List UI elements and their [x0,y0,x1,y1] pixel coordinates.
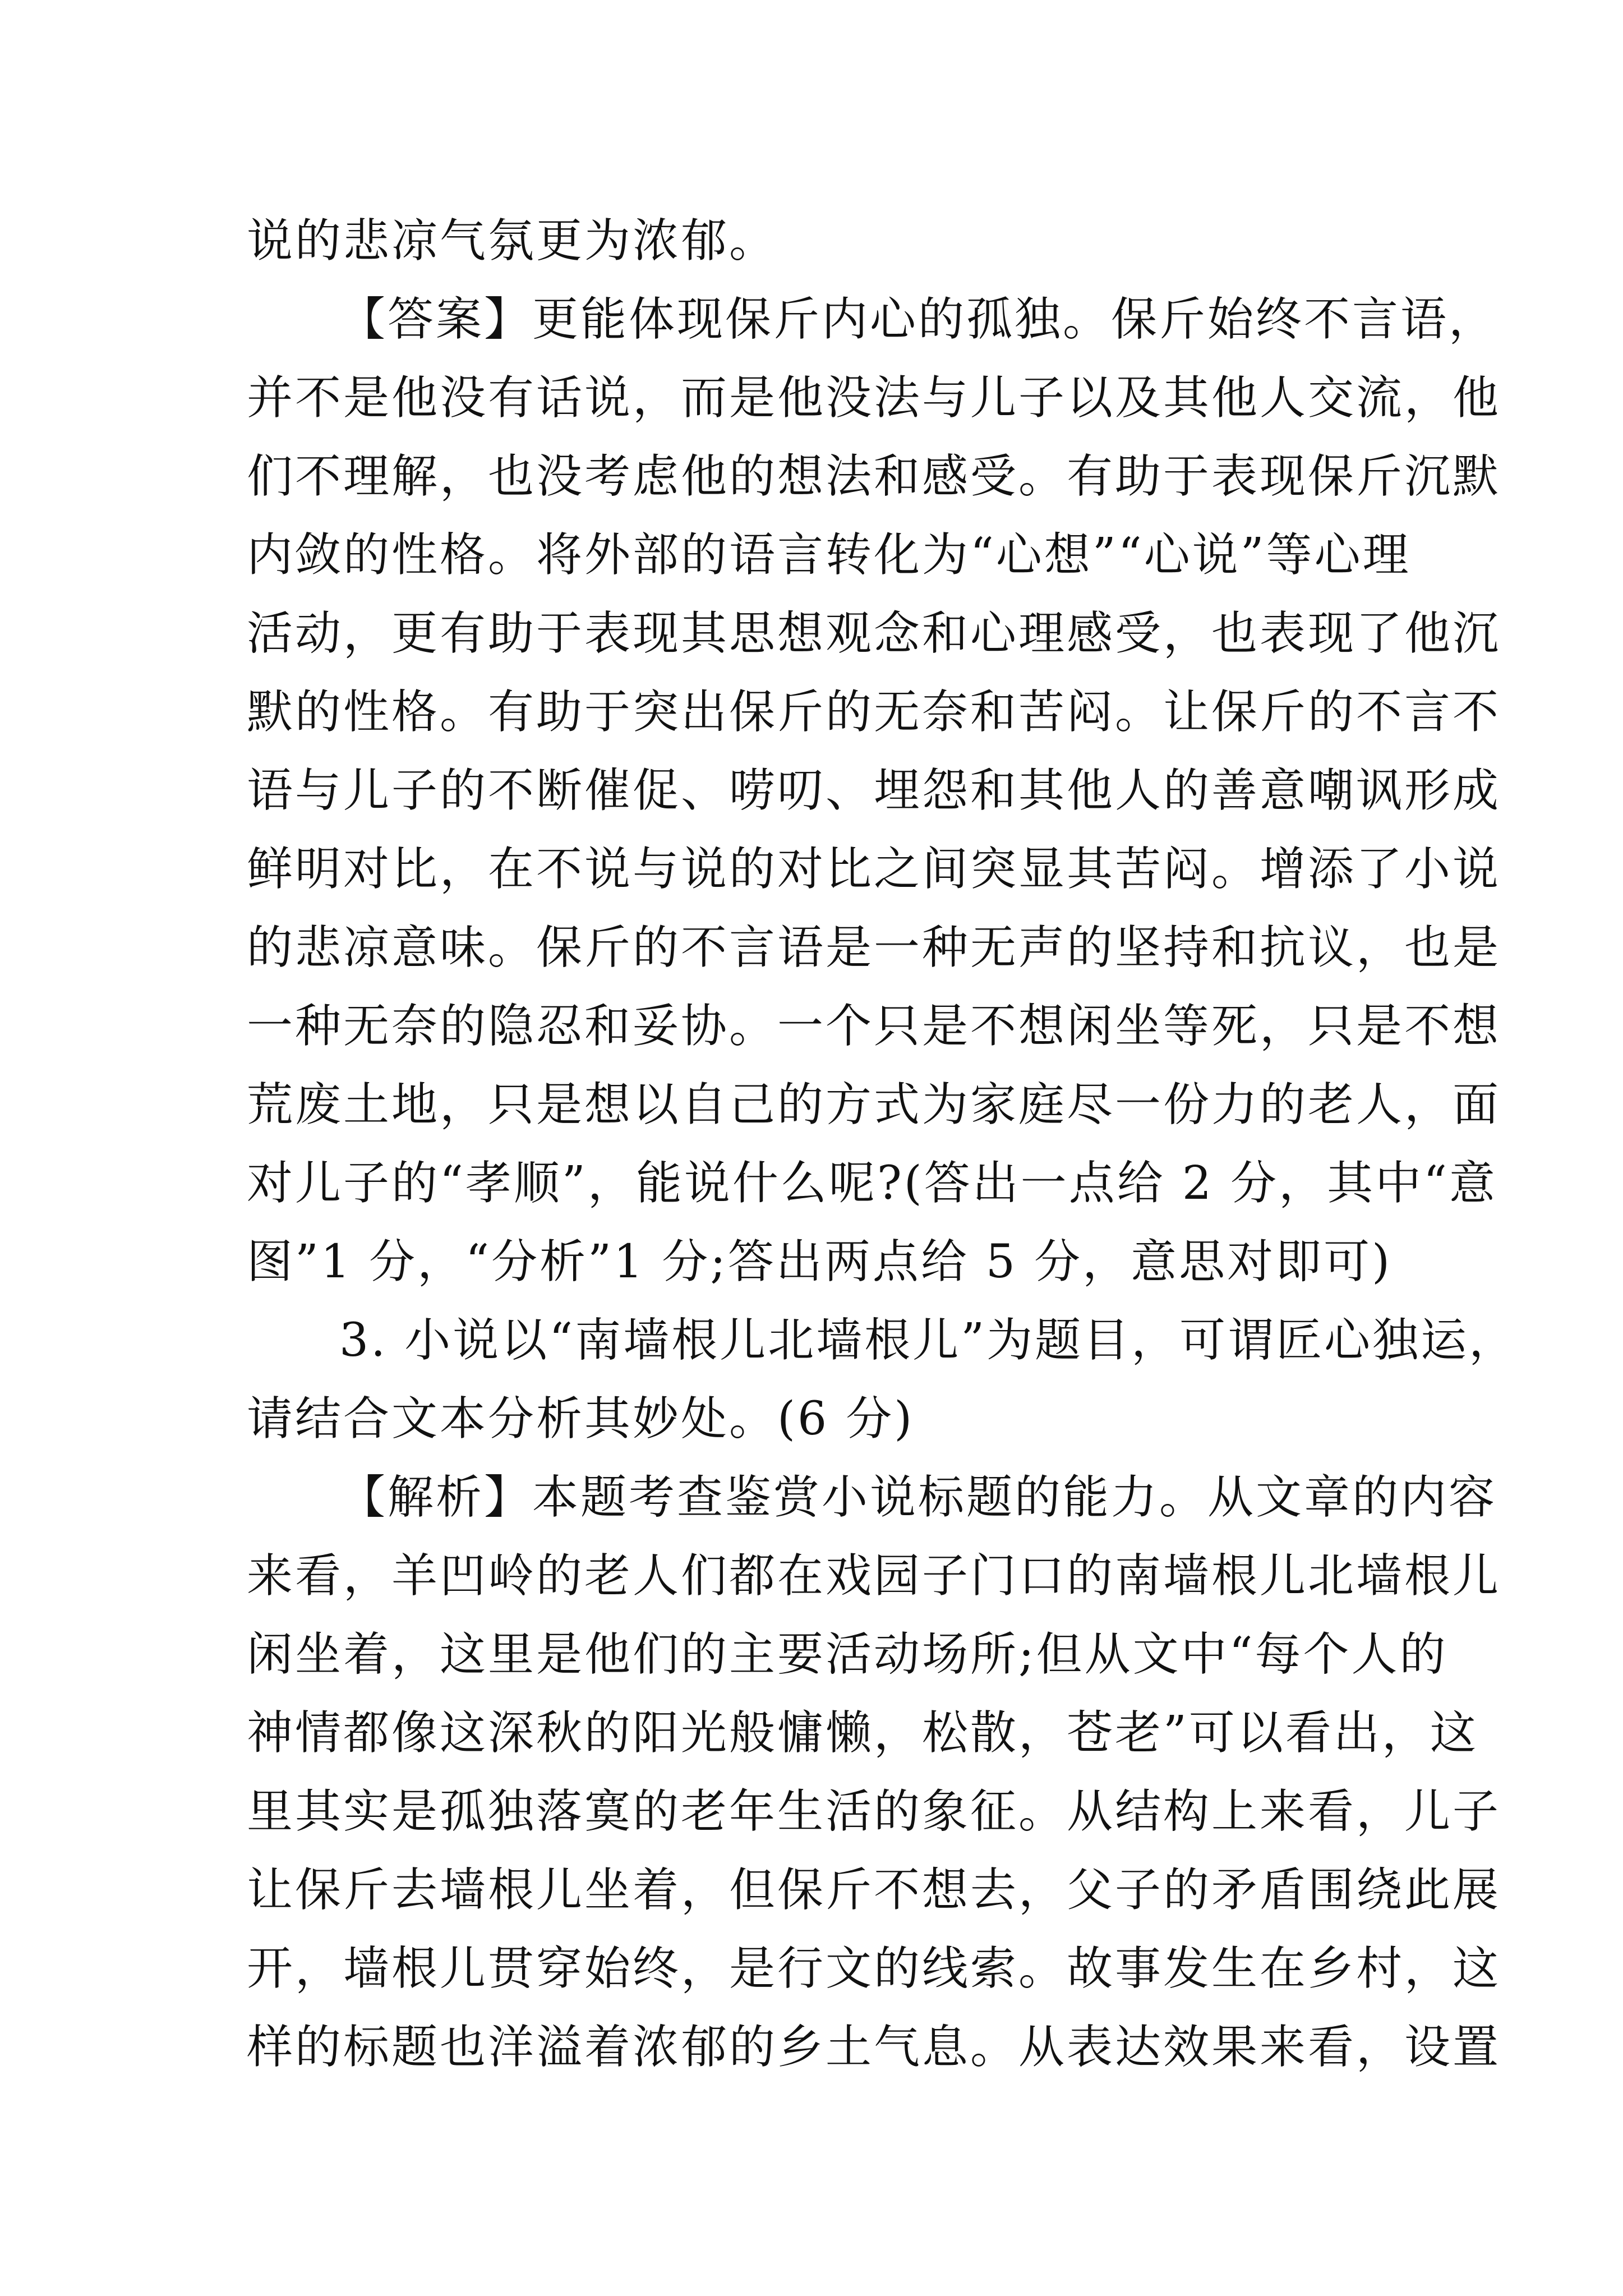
text-line: 开，墙根儿贯穿始终，是行文的线索。故事发生在乡村，这 [247,1942,1501,1995]
text-line: 的悲凉意味。保斤的不言语是一种无声的坚持和抗议，也是 [247,921,1501,974]
question-3: 3. 小说以“南墙根儿北墙根儿”为题目，可谓匠心独运， [339,1314,1518,1367]
text-line: 鲜明对比，在不说与说的对比之间突显其苦闷。增添了小说 [247,843,1501,896]
text-line: 来看，羊凹岭的老人们都在戏园子门口的南墙根儿北墙根儿 [247,1549,1501,1603]
text-line: 说的悲凉气氛更为浓郁。 [247,214,778,268]
text-line: 荒废土地，只是想以自己的方式为家庭尽一份力的老人，面 [247,1078,1501,1131]
text-line: 对儿子的“孝顺”，能说什么呢?(答出一点给 2 分，其中“意 [247,1157,1498,1210]
analysis-paragraph-start: 【解析】本题考查鉴赏小说标题的能力。从文章的内容 [339,1471,1497,1524]
text-line: 活动，更有助于表现其思想观念和心理感受，也表现了他沉 [247,607,1501,660]
text-line: 一种无奈的隐忍和妥协。一个只是不想闲坐等死，只是不想 [247,1000,1501,1053]
text-line: 并不是他没有话说，而是他没法与儿子以及其他人交流，他 [247,371,1501,425]
text-line: 语与儿子的不断催促、唠叨、埋怨和其他人的善意嘲讽形成 [247,764,1501,817]
text-line: 图”1 分，“分析”1 分;答出两点给 5 分，意思对即可) [247,1235,1393,1289]
text-line: 们不理解，也没考虑他的想法和感受。有助于表现保斤沉默 [247,450,1501,503]
answer-paragraph-start: 【答案】更能体现保斤内心的孤独。保斤始终不言语， [339,293,1497,346]
text-line: 样的标题也洋溢着浓郁的乡土气息。从表达效果来看，设置 [247,2021,1501,2074]
text-line: 神情都像这深秋的阳光般慵懒，松散，苍老”可以看出，这 [247,1706,1478,1760]
text-line: 内敛的性格。将外部的语言转化为“心想”“心说”等心理 [247,528,1411,582]
text-line: 闲坐着，这里是他们的主要活动场所;但从文中“每个人的 [247,1628,1448,1681]
text-line: 里其实是孤独落寞的老年生活的象征。从结构上来看，儿子 [247,1785,1501,1838]
text-line: 请结合文本分析其妙处。(6 分) [247,1392,915,1446]
text-line: 让保斤去墙根儿坐着，但保斤不想去，父子的矛盾围绕此展 [247,1864,1501,1917]
text-line: 默的性格。有助于突出保斤的无奈和苦闷。让保斤的不言不 [247,685,1501,739]
